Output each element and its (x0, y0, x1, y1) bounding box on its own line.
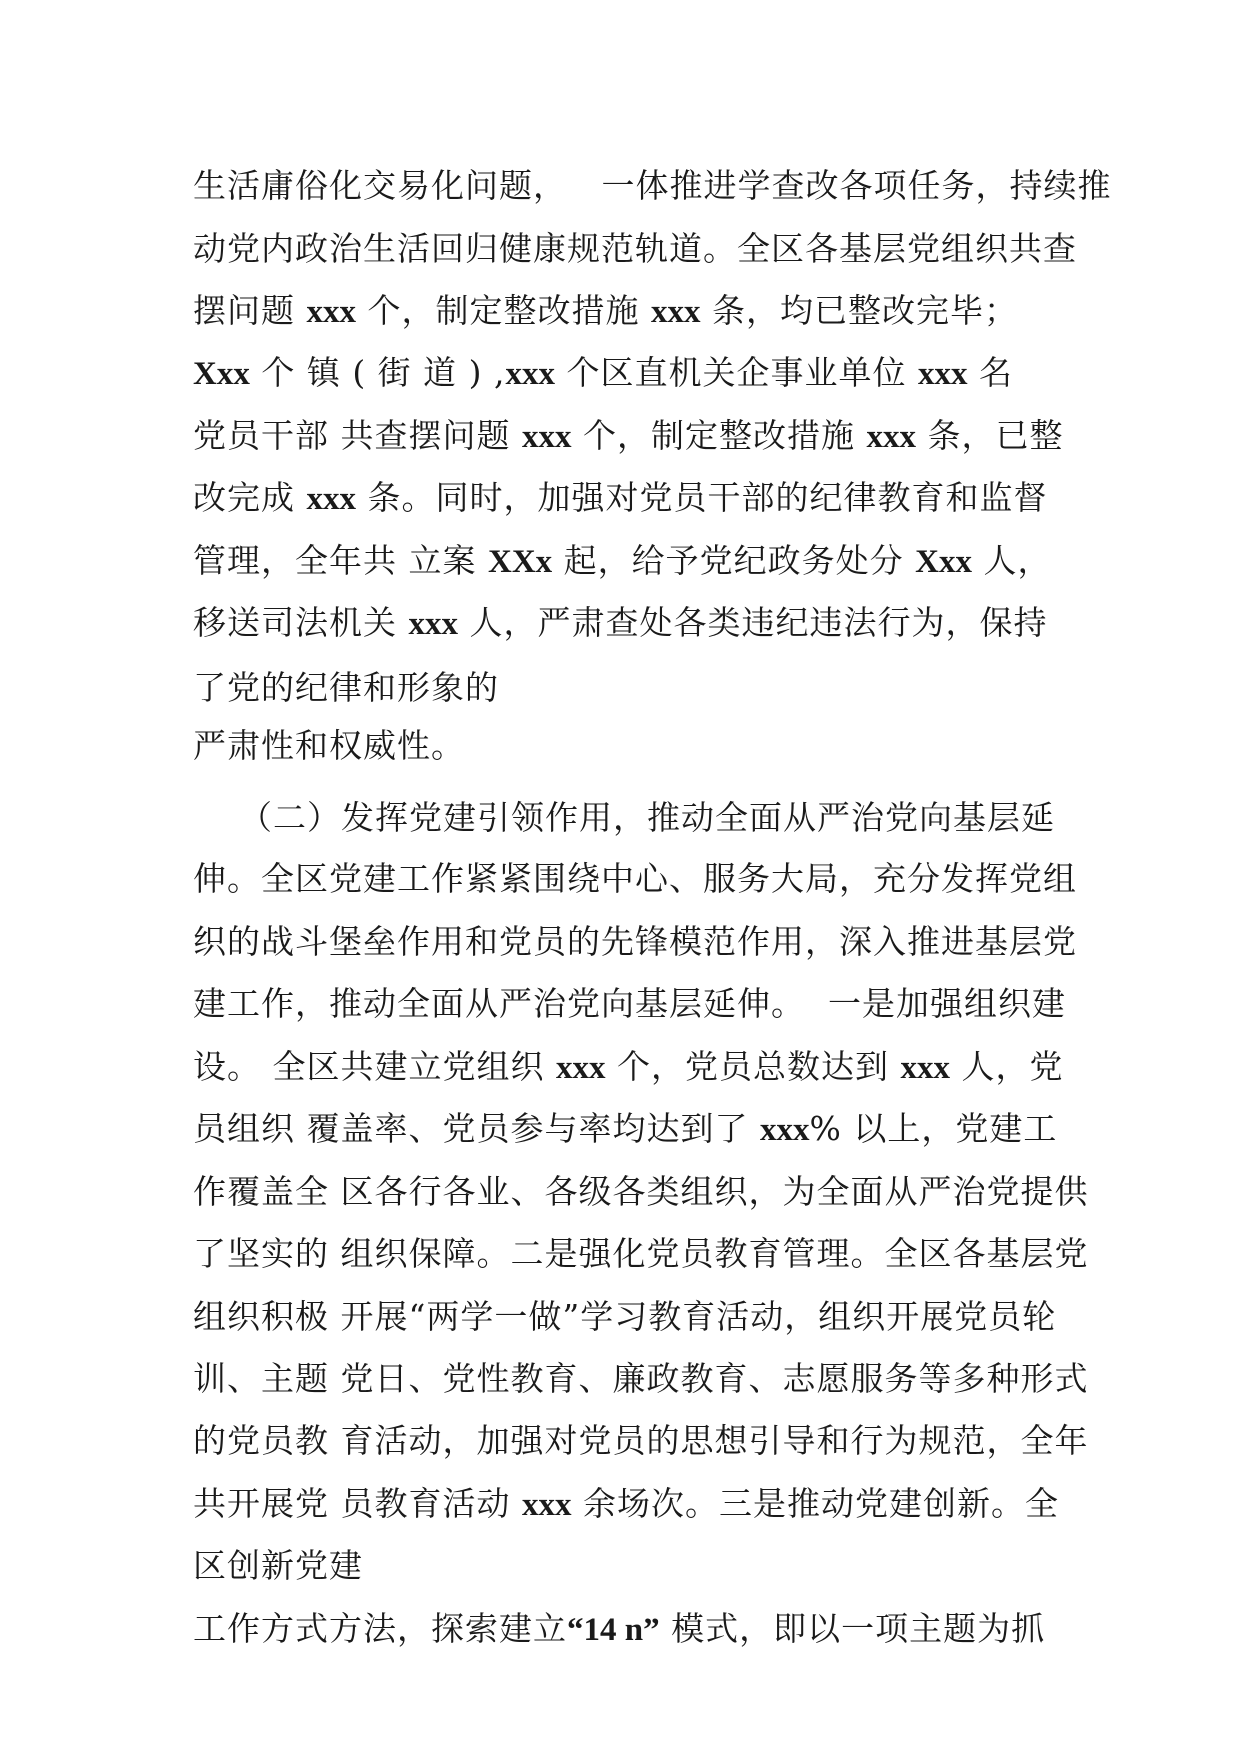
text-segment: 个，制定整改措施 (356, 291, 651, 330)
text-line (193, 530, 1051, 592)
text-line (193, 1598, 1045, 1660)
text-segment: 建工作，推动全面从严治党向基层延伸。 一是加强组织建 (193, 984, 1066, 1023)
text-line (193, 657, 499, 719)
text-segment: 移送司法机关 (193, 603, 409, 642)
placeholder-value: xxx (306, 481, 356, 517)
placeholder-value: xxx (505, 356, 556, 392)
text-line (193, 280, 1018, 342)
text-segment: （二）发挥党建引领作用，推动全面从严治党向基层延 (193, 798, 1055, 837)
text-line (193, 342, 1013, 404)
text-segment: 织的战斗堡垒作用和党员的先锋模范作用，深入推进基层党 (193, 922, 1077, 961)
text-segment: 改完成 (193, 478, 307, 517)
text-segment: 党员干部 共查摆问题 (193, 416, 522, 455)
text-line (193, 973, 1066, 1035)
text-segment: 条，已整 (915, 416, 1064, 455)
text-segment: 了党的纪律和形象的 (193, 668, 499, 707)
text-line (193, 1473, 1059, 1535)
text-segment: 员组织 覆盖率、党员参与率均达到了 (193, 1109, 760, 1148)
text-segment: 动党内政治生活回归健康规范轨道。全区各基层党组织共查 (193, 229, 1077, 268)
text-segment: 起，给予党纪政务处分 (552, 541, 916, 580)
placeholder-value: xxx (759, 1112, 810, 1148)
text-line (193, 787, 1055, 849)
text-segment: 摆问题 (193, 291, 307, 330)
text-segment: 个，制定整改措施 (571, 416, 867, 455)
text-segment: 工作方式方法，探索建立 (193, 1609, 567, 1648)
text-segment: 人，严肃查处各类违纪违法行为，保持 (458, 603, 1048, 642)
text-line (193, 1036, 1063, 1098)
text-segment: 训、主题 党日、党性教育、廉政教育、志愿服务等多种形式 (193, 1359, 1089, 1398)
text-segment: 生活庸俗化交易化问题， 一体推进学查改各项任务，持续推 (193, 166, 1112, 205)
text-segment: 条。同时，加强对党员干部的纪律教育和监督 (356, 478, 1048, 517)
text-segment: 条，均已整改完毕； (700, 291, 1018, 330)
placeholder-value: xxx (650, 294, 701, 330)
text-segment: 管理，全年共 立案 (193, 541, 488, 580)
text-line (193, 1098, 1057, 1160)
text-segment: 名 (967, 353, 1013, 392)
placeholder-value: xxx (408, 606, 458, 642)
text-segment: 个 镇 ( 街 道 ) , (249, 353, 506, 392)
placeholder-value: xxx (521, 1487, 572, 1523)
placeholder-value: xxx (918, 356, 968, 392)
text-line (193, 467, 1048, 529)
text-line (193, 1161, 1089, 1223)
text-segment: 个区直机关企事业单位 (555, 353, 918, 392)
text-segment: 人， (971, 541, 1052, 580)
placeholder-value: XXx (487, 544, 553, 580)
text-line (193, 592, 1048, 654)
text-segment: 区创新党建 (193, 1546, 363, 1585)
text-segment: 作覆盖全 区各行各业、各级各类组织，为全面从严治党提供 (193, 1172, 1089, 1211)
text-segment: 设。 全区共建立党组织 (193, 1047, 556, 1086)
text-line (193, 1535, 363, 1597)
text-line (193, 1223, 1089, 1285)
text-segment: 个，党员总数达到 (605, 1047, 901, 1086)
text-line (193, 715, 465, 777)
text-segment: 的党员教 育活动，加强对党员的思想引导和行为规范，全年 (193, 1421, 1089, 1460)
text-line (193, 1348, 1089, 1410)
text-line (193, 1410, 1089, 1472)
text-segment: % 以上，党建工 (809, 1109, 1058, 1148)
placeholder-value: xxx (521, 419, 572, 455)
placeholder-value: Xxx (915, 544, 972, 580)
placeholder-value: xxx (555, 1050, 606, 1086)
text-segment: 严肃性和权威性。 (193, 726, 465, 765)
placeholder-value: xxx (900, 1050, 950, 1086)
text-segment: 共开展党 员教育活动 (193, 1484, 522, 1523)
placeholder-value: xxx (866, 419, 916, 455)
text-line (193, 1286, 1056, 1348)
placeholder-value: xxx (306, 294, 356, 330)
text-segment: 模式，即以一项主题为抓 (659, 1609, 1046, 1648)
text-line (193, 911, 1077, 973)
text-line (193, 155, 1111, 217)
text-segment: 伸。全区党建工作紧紧围绕中心、服务大局，充分发挥党组 (193, 859, 1077, 898)
placeholder-value: “14 n” (567, 1612, 660, 1648)
text-segment: 了坚实的 组织保障。二是强化党员教育管理。全区各基层党 (193, 1234, 1089, 1273)
placeholder-value: Xxx (193, 356, 250, 392)
text-line (193, 848, 1077, 910)
text-line (193, 405, 1063, 467)
text-segment: 人，党 (949, 1047, 1064, 1086)
text-line (193, 218, 1077, 280)
text-segment: 余场次。三是推动党建创新。全 (571, 1484, 1059, 1523)
text-segment: 组织积极 开展“两学一做”学习教育活动，组织开展党员轮 (193, 1297, 1057, 1336)
